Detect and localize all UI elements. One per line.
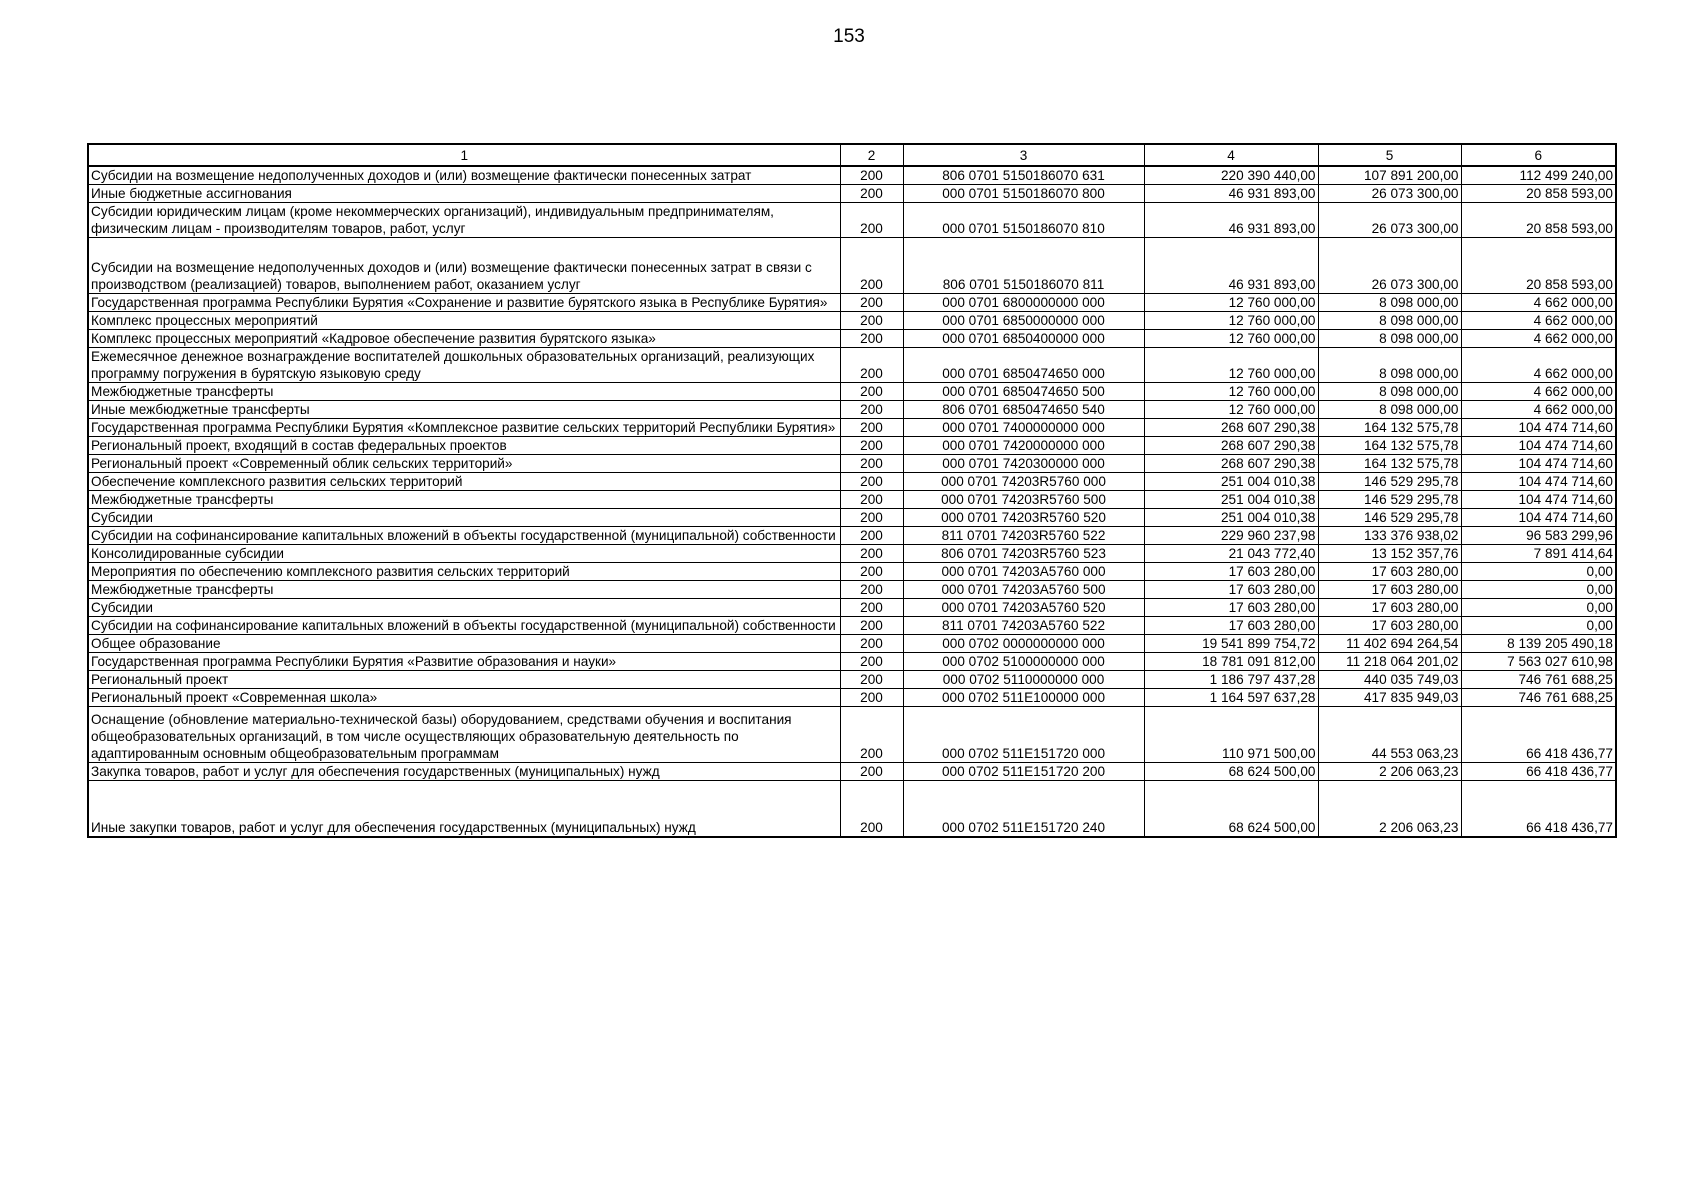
- row-kbk-cell: 000 0702 5100000000 000: [903, 653, 1144, 671]
- row-code-cell: 200: [840, 581, 903, 599]
- row-code-cell: 200: [840, 671, 903, 689]
- row-name-cell: Межбюджетные трансферты: [88, 491, 840, 509]
- row-kbk-cell: 000 0702 0000000000 000: [903, 635, 1144, 653]
- row-value-cell: 110 971 500,00: [1144, 707, 1318, 763]
- row-kbk-cell: 000 0701 6850000000 000: [903, 312, 1144, 330]
- row-code-cell: 200: [840, 653, 903, 671]
- row-value-cell: 17 603 280,00: [1318, 563, 1461, 581]
- table-row: [88, 617, 1616, 635]
- row-value-cell: 107 891 200,00: [1318, 166, 1461, 185]
- row-value-cell: 17 603 280,00: [1318, 617, 1461, 635]
- table-row: [88, 455, 1616, 473]
- row-value-cell: 20 858 593,00: [1461, 238, 1616, 294]
- table-row: [88, 781, 1616, 837]
- row-value-cell: 133 376 938,02: [1318, 527, 1461, 545]
- row-value-cell: 146 529 295,78: [1318, 509, 1461, 527]
- row-name-cell: Региональный проект, входящий в состав федеральных проектов: [88, 437, 840, 455]
- row-name-cell: Субсидии юридическим лицам (кроме некоммерческих организаций), индивидуальным предпринимателям, физическим лицам - производителям товаров, работ, услуг: [88, 203, 840, 238]
- row-value-cell: 8 098 000,00: [1318, 383, 1461, 401]
- row-kbk-cell: 000 0701 5150186070 800: [903, 185, 1144, 203]
- row-value-cell: 104 474 714,60: [1461, 509, 1616, 527]
- row-name-cell: Иные бюджетные ассигнования: [88, 185, 840, 203]
- table-row: [88, 707, 1616, 763]
- row-kbk-cell: 000 0701 7420300000 000: [903, 455, 1144, 473]
- row-value-cell: 46 931 893,00: [1144, 238, 1318, 294]
- table-header-row: [88, 144, 1616, 166]
- row-value-cell: 2 206 063,23: [1318, 763, 1461, 781]
- column-header: 1: [88, 144, 840, 166]
- row-code-cell: 200: [840, 563, 903, 581]
- row-value-cell: 268 607 290,38: [1144, 419, 1318, 437]
- row-name-cell: Общее образование: [88, 635, 840, 653]
- row-kbk-cell: 000 0701 6800000000 000: [903, 294, 1144, 312]
- table-row: [88, 348, 1616, 383]
- row-name-cell: Ежемесячное денежное вознаграждение воспитателей дошкольных образовательных организаций, реализующих программу погружения в бурятскую языковую среду: [88, 348, 840, 383]
- row-value-cell: 11 218 064 201,02: [1318, 653, 1461, 671]
- row-code-cell: 200: [840, 312, 903, 330]
- row-name-cell: Региональный проект «Современная школа»: [88, 689, 840, 707]
- row-value-cell: 251 004 010,38: [1144, 473, 1318, 491]
- row-code-cell: 200: [840, 509, 903, 527]
- row-name-cell: Мероприятия по обеспечению комплексного развития сельских территорий: [88, 563, 840, 581]
- table-row: [88, 203, 1616, 238]
- row-value-cell: 12 760 000,00: [1144, 330, 1318, 348]
- row-value-cell: 4 662 000,00: [1461, 294, 1616, 312]
- row-value-cell: 104 474 714,60: [1461, 491, 1616, 509]
- table-row: [88, 581, 1616, 599]
- row-code-cell: 200: [840, 348, 903, 383]
- row-value-cell: 746 761 688,25: [1461, 689, 1616, 707]
- row-kbk-cell: 000 0702 511E151720 200: [903, 763, 1144, 781]
- row-value-cell: 44 553 063,23: [1318, 707, 1461, 763]
- table-row: [88, 312, 1616, 330]
- row-value-cell: 8 098 000,00: [1318, 401, 1461, 419]
- row-value-cell: 164 132 575,78: [1318, 437, 1461, 455]
- table-row: [88, 491, 1616, 509]
- row-value-cell: 26 073 300,00: [1318, 238, 1461, 294]
- row-value-cell: 46 931 893,00: [1144, 203, 1318, 238]
- row-value-cell: 8 098 000,00: [1318, 312, 1461, 330]
- row-kbk-cell: 000 0701 74203R5760 520: [903, 509, 1144, 527]
- row-value-cell: 19 541 899 754,72: [1144, 635, 1318, 653]
- table-body: [88, 166, 1616, 837]
- row-code-cell: 200: [840, 401, 903, 419]
- row-code-cell: 200: [840, 707, 903, 763]
- row-value-cell: 4 662 000,00: [1461, 330, 1616, 348]
- row-name-cell: Оснащение (обновление материально-технической базы) оборудованием, средствами обучения и воспитания общеобразовательных организаций, в том числе осуществляющих образовательную деятельность по адаптированным основным общеобразовательным программам: [88, 707, 840, 763]
- table-row: [88, 238, 1616, 294]
- row-value-cell: 1 186 797 437,28: [1144, 671, 1318, 689]
- row-kbk-cell: 000 0702 5110000000 000: [903, 671, 1144, 689]
- row-name-cell: Субсидии: [88, 509, 840, 527]
- row-code-cell: 200: [840, 491, 903, 509]
- table-row: [88, 689, 1616, 707]
- row-value-cell: 21 043 772,40: [1144, 545, 1318, 563]
- row-value-cell: 0,00: [1461, 617, 1616, 635]
- row-value-cell: 251 004 010,38: [1144, 509, 1318, 527]
- row-value-cell: 220 390 440,00: [1144, 166, 1318, 185]
- row-value-cell: 20 858 593,00: [1461, 203, 1616, 238]
- row-value-cell: 17 603 280,00: [1144, 563, 1318, 581]
- table-row: [88, 545, 1616, 563]
- row-code-cell: 200: [840, 781, 903, 837]
- row-value-cell: 8 098 000,00: [1318, 330, 1461, 348]
- table-row: [88, 653, 1616, 671]
- table-row: [88, 166, 1616, 185]
- row-value-cell: 12 760 000,00: [1144, 401, 1318, 419]
- row-value-cell: 18 781 091 812,00: [1144, 653, 1318, 671]
- row-code-cell: 200: [840, 617, 903, 635]
- row-kbk-cell: 000 0701 7420000000 000: [903, 437, 1144, 455]
- row-code-cell: 200: [840, 689, 903, 707]
- row-name-cell: Субсидии на софинансирование капитальных вложений в объекты государственной (муниципальной) собственности: [88, 617, 840, 635]
- row-value-cell: 8 139 205 490,18: [1461, 635, 1616, 653]
- row-code-cell: 200: [840, 763, 903, 781]
- row-value-cell: 146 529 295,78: [1318, 491, 1461, 509]
- row-value-cell: 268 607 290,38: [1144, 437, 1318, 455]
- row-value-cell: 8 098 000,00: [1318, 348, 1461, 383]
- row-value-cell: 746 761 688,25: [1461, 671, 1616, 689]
- row-name-cell: Межбюджетные трансферты: [88, 581, 840, 599]
- row-value-cell: 2 206 063,23: [1318, 781, 1461, 837]
- page-number: 153: [833, 26, 865, 47]
- row-kbk-cell: 000 0701 74203A5760 500: [903, 581, 1144, 599]
- row-kbk-cell: 000 0702 511E151720 240: [903, 781, 1144, 837]
- row-value-cell: 251 004 010,38: [1144, 491, 1318, 509]
- row-name-cell: Иные межбюджетные трансферты: [88, 401, 840, 419]
- row-name-cell: Обеспечение комплексного развития сельских территорий: [88, 473, 840, 491]
- row-value-cell: 96 583 299,96: [1461, 527, 1616, 545]
- row-value-cell: 12 760 000,00: [1144, 294, 1318, 312]
- column-header: 4: [1144, 144, 1318, 166]
- row-value-cell: 13 152 357,76: [1318, 545, 1461, 563]
- row-code-cell: 200: [840, 473, 903, 491]
- row-value-cell: 146 529 295,78: [1318, 473, 1461, 491]
- table-row: [88, 383, 1616, 401]
- row-kbk-cell: 000 0701 5150186070 810: [903, 203, 1144, 238]
- table-row: [88, 563, 1616, 581]
- table-row: [88, 527, 1616, 545]
- row-value-cell: 12 760 000,00: [1144, 348, 1318, 383]
- table-row: [88, 419, 1616, 437]
- row-kbk-cell: 806 0701 6850474650 540: [903, 401, 1144, 419]
- row-value-cell: 1 164 597 637,28: [1144, 689, 1318, 707]
- row-code-cell: 200: [840, 635, 903, 653]
- row-code-cell: 200: [840, 437, 903, 455]
- row-code-cell: 200: [840, 419, 903, 437]
- row-name-cell: Субсидии: [88, 599, 840, 617]
- row-value-cell: 229 960 237,98: [1144, 527, 1318, 545]
- row-value-cell: 104 474 714,60: [1461, 437, 1616, 455]
- row-kbk-cell: 000 0701 6850474650 000: [903, 348, 1144, 383]
- table-row: [88, 509, 1616, 527]
- row-name-cell: Консолидированные субсидии: [88, 545, 840, 563]
- column-header: 6: [1461, 144, 1616, 166]
- row-name-cell: Иные закупки товаров, работ и услуг для обеспечения государственных (муниципальных) нужд: [88, 781, 840, 837]
- row-name-cell: Межбюджетные трансферты: [88, 383, 840, 401]
- row-code-cell: 200: [840, 330, 903, 348]
- row-code-cell: 200: [840, 166, 903, 185]
- row-value-cell: 4 662 000,00: [1461, 401, 1616, 419]
- table-row: [88, 330, 1616, 348]
- row-value-cell: 17 603 280,00: [1144, 617, 1318, 635]
- row-value-cell: 7 891 414,64: [1461, 545, 1616, 563]
- row-value-cell: 104 474 714,60: [1461, 419, 1616, 437]
- row-value-cell: 17 603 280,00: [1318, 599, 1461, 617]
- row-name-cell: Государственная программа Республики Бурятия «Комплексное развитие сельских территорий Республики Бурятия»: [88, 419, 840, 437]
- row-code-cell: 200: [840, 599, 903, 617]
- column-header: 3: [903, 144, 1144, 166]
- row-code-cell: 200: [840, 383, 903, 401]
- row-value-cell: 26 073 300,00: [1318, 203, 1461, 238]
- table-row: [88, 401, 1616, 419]
- row-kbk-cell: 000 0701 74203R5760 000: [903, 473, 1144, 491]
- row-value-cell: 7 563 027 610,98: [1461, 653, 1616, 671]
- row-value-cell: 46 931 893,00: [1144, 185, 1318, 203]
- row-value-cell: 0,00: [1461, 599, 1616, 617]
- row-value-cell: 20 858 593,00: [1461, 185, 1616, 203]
- row-kbk-cell: 000 0702 511E151720 000: [903, 707, 1144, 763]
- row-value-cell: 440 035 749,03: [1318, 671, 1461, 689]
- table-row: [88, 473, 1616, 491]
- row-kbk-cell: 000 0701 6850474650 500: [903, 383, 1144, 401]
- row-value-cell: 164 132 575,78: [1318, 419, 1461, 437]
- row-kbk-cell: 000 0702 511E100000 000: [903, 689, 1144, 707]
- table-row: [88, 437, 1616, 455]
- row-name-cell: Региональный проект: [88, 671, 840, 689]
- row-value-cell: 0,00: [1461, 563, 1616, 581]
- row-code-cell: 200: [840, 294, 903, 312]
- row-value-cell: 26 073 300,00: [1318, 185, 1461, 203]
- row-code-cell: 200: [840, 238, 903, 294]
- row-name-cell: Региональный проект «Современный облик сельских территорий»: [88, 455, 840, 473]
- row-value-cell: 4 662 000,00: [1461, 383, 1616, 401]
- row-value-cell: 417 835 949,03: [1318, 689, 1461, 707]
- table-row: [88, 635, 1616, 653]
- table-row: [88, 294, 1616, 312]
- table-row: [88, 671, 1616, 689]
- column-header: 2: [840, 144, 903, 166]
- row-code-cell: 200: [840, 455, 903, 473]
- row-value-cell: 0,00: [1461, 581, 1616, 599]
- row-kbk-cell: 806 0701 5150186070 811: [903, 238, 1144, 294]
- row-value-cell: 66 418 436,77: [1461, 763, 1616, 781]
- row-value-cell: 112 499 240,00: [1461, 166, 1616, 185]
- table-row: [88, 763, 1616, 781]
- row-code-cell: 200: [840, 203, 903, 238]
- budget-table: [87, 143, 1617, 838]
- row-name-cell: Закупка товаров, работ и услуг для обеспечения государственных (муниципальных) нужд: [88, 763, 840, 781]
- row-value-cell: 68 624 500,00: [1144, 781, 1318, 837]
- row-value-cell: 4 662 000,00: [1461, 348, 1616, 383]
- row-value-cell: 12 760 000,00: [1144, 312, 1318, 330]
- row-value-cell: 268 607 290,38: [1144, 455, 1318, 473]
- row-code-cell: 200: [840, 185, 903, 203]
- row-name-cell: Комплекс процессных мероприятий «Кадровое обеспечение развития бурятского языка»: [88, 330, 840, 348]
- row-value-cell: 12 760 000,00: [1144, 383, 1318, 401]
- row-kbk-cell: 000 0701 74203A5760 000: [903, 563, 1144, 581]
- row-value-cell: 4 662 000,00: [1461, 312, 1616, 330]
- row-kbk-cell: 000 0701 74203A5760 520: [903, 599, 1144, 617]
- row-value-cell: 8 098 000,00: [1318, 294, 1461, 312]
- row-kbk-cell: 806 0701 5150186070 631: [903, 166, 1144, 185]
- row-kbk-cell: 000 0701 6850400000 000: [903, 330, 1144, 348]
- row-name-cell: Субсидии на софинансирование капитальных вложений в объекты государственной (муниципальной) собственности: [88, 527, 840, 545]
- row-value-cell: 17 603 280,00: [1144, 599, 1318, 617]
- row-name-cell: Комплекс процессных мероприятий: [88, 312, 840, 330]
- row-kbk-cell: 811 0701 74203R5760 522: [903, 527, 1144, 545]
- row-value-cell: 11 402 694 264,54: [1318, 635, 1461, 653]
- row-name-cell: Государственная программа Республики Бурятия «Развитие образования и науки»: [88, 653, 840, 671]
- row-name-cell: Субсидии на возмещение недополученных доходов и (или) возмещение фактически понесенных затрат: [88, 166, 840, 185]
- row-kbk-cell: 806 0701 74203R5760 523: [903, 545, 1144, 563]
- row-value-cell: 66 418 436,77: [1461, 781, 1616, 837]
- row-kbk-cell: 811 0701 74203A5760 522: [903, 617, 1144, 635]
- row-value-cell: 66 418 436,77: [1461, 707, 1616, 763]
- row-value-cell: 104 474 714,60: [1461, 455, 1616, 473]
- table-row: [88, 599, 1616, 617]
- row-value-cell: 164 132 575,78: [1318, 455, 1461, 473]
- row-value-cell: 17 603 280,00: [1144, 581, 1318, 599]
- row-kbk-cell: 000 0701 7400000000 000: [903, 419, 1144, 437]
- row-value-cell: 104 474 714,60: [1461, 473, 1616, 491]
- row-name-cell: Государственная программа Республики Бурятия «Сохранение и развитие бурятского языка в Республике Бурятия»: [88, 294, 840, 312]
- row-name-cell: Субсидии на возмещение недополученных доходов и (или) возмещение фактически понесенных затрат в связи с производством (реализацией) товаров, выполнением работ, оказанием услуг: [88, 238, 840, 294]
- row-kbk-cell: 000 0701 74203R5760 500: [903, 491, 1144, 509]
- row-code-cell: 200: [840, 545, 903, 563]
- table-row: [88, 185, 1616, 203]
- row-value-cell: 17 603 280,00: [1318, 581, 1461, 599]
- row-code-cell: 200: [840, 527, 903, 545]
- column-header: 5: [1318, 144, 1461, 166]
- row-value-cell: 68 624 500,00: [1144, 763, 1318, 781]
